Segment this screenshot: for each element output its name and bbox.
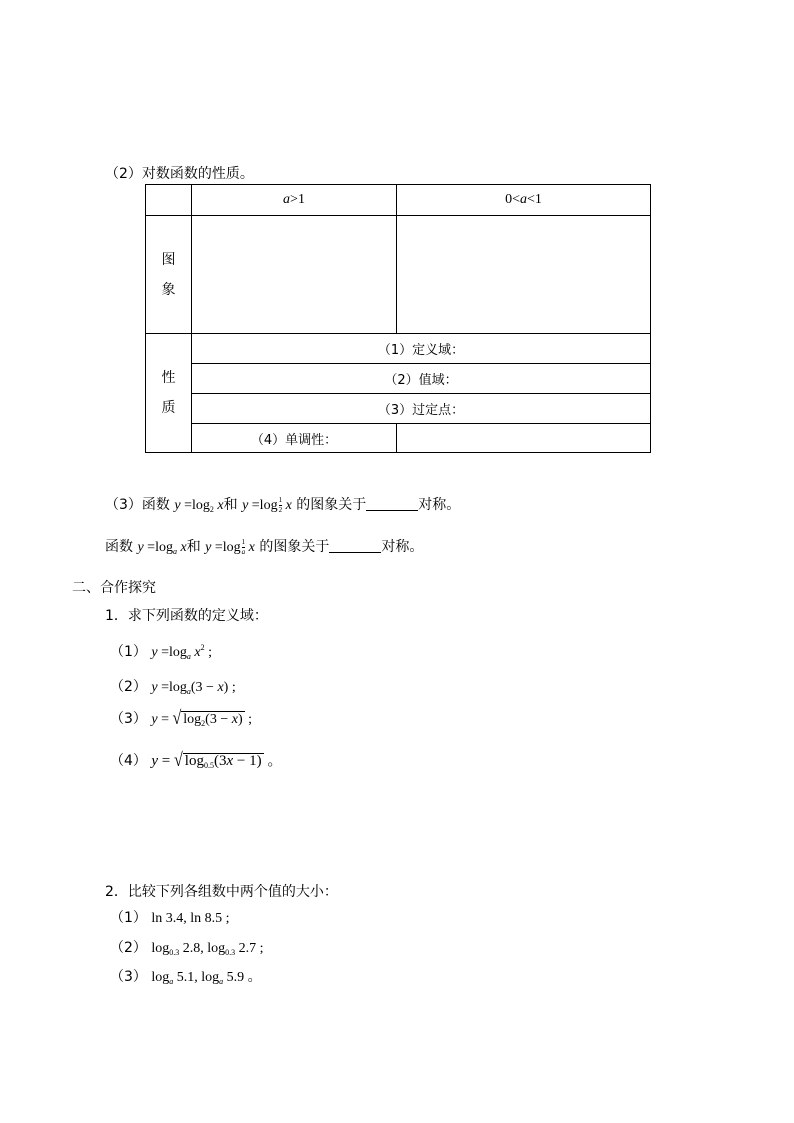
graph-cell-a-gt-1	[192, 216, 397, 334]
q1-formula-4: y = √ $\log_{0.5}(3x - 1)$ 。	[151, 753, 282, 769]
section-3-line-2	[105, 538, 423, 561]
s3-prefix: （3）函数	[105, 497, 170, 513]
q2-formula-3: $\log_a 5.1$, $\log_a 5.9$ 。	[151, 970, 262, 986]
q2-item-2	[110, 939, 264, 962]
q1-item-4	[110, 752, 282, 773]
q1-item-3-num: （3）	[110, 711, 147, 727]
header-a-lt-1: 0<a<1	[397, 185, 651, 216]
section-2-title: （2）对数函数的性质。	[105, 166, 254, 182]
q1-item-1-num: （1）	[110, 644, 147, 660]
answer-blank-1[interactable]	[366, 496, 418, 511]
header-a-gt-1: a>1	[192, 185, 397, 216]
q2-title: 2．比较下列各组数中两个值的大小：	[105, 884, 338, 900]
prop-label-cell	[146, 334, 192, 453]
q2-formula-1: ln 3.4, ln 8.5 ;	[151, 911, 230, 926]
table-corner-cell	[146, 185, 192, 216]
prop-monotonic: （4）单调性：	[192, 424, 397, 453]
formula-y-log-1-over-a-x: y =log $\frac{1}{a}$ x	[205, 538, 255, 556]
s3-end: 对称。	[418, 497, 461, 513]
q2-item-3	[110, 968, 262, 991]
prop-fixed-point: （3）过定点：	[192, 394, 651, 424]
q1-item-4-num: （4）	[110, 753, 147, 769]
graph-label-char-2: 象	[161, 281, 176, 298]
q2-item-2-num: （2）	[110, 940, 147, 956]
q1-title: 1．求下列函数的定义域：	[105, 608, 268, 624]
formula-y-loga-x: $y =\log_a$ x	[137, 540, 187, 556]
part-two-title: 二、合作探究	[72, 580, 156, 596]
section-3-line-1	[105, 496, 460, 519]
formula-y-log2-x: $y =\log_2$ x	[174, 498, 224, 514]
prop-label-char-1: 性	[161, 370, 176, 386]
q1-item-2	[110, 678, 236, 701]
prop-range: （2）值域：	[192, 364, 651, 394]
prop-domain: （1）定义域：	[192, 334, 651, 364]
prop-label-char-2: 质	[161, 400, 176, 416]
q1-formula-3: y = √ $\log_2(3 - x)$ ;	[151, 712, 252, 727]
answer-blank-2[interactable]	[329, 538, 381, 553]
q2-item-1-num: （1）	[110, 910, 147, 926]
q1-item-3	[110, 710, 252, 731]
graph-cell-a-lt-1	[397, 216, 651, 334]
q2-item-3-num: （3）	[110, 969, 147, 985]
s3b-and: 和	[186, 539, 201, 555]
q1-formula-2: $y =\log_a(3 - x)$ ;	[151, 680, 236, 696]
prop-monotonic-blank	[397, 424, 651, 453]
log-properties-table	[145, 184, 651, 453]
q1-item-2-num: （2）	[110, 679, 147, 695]
formula-y-log-half-x: y =log $\frac{1}{2}$ x	[242, 496, 292, 514]
q2-formula-2: $\log_{0.3} 2.8$, $\log_{0.3} 2.7$ ;	[151, 941, 264, 957]
q1-formula-1: $y =\log_a$ $x^2$ ;	[151, 643, 212, 661]
s3-suffix: 的图象关于	[296, 497, 367, 513]
graph-label-char-1: 图	[161, 251, 176, 268]
s3b-prefix: 函数	[105, 539, 133, 555]
s3-and: 和	[223, 497, 238, 513]
s3b-suffix: 的图象关于	[259, 539, 330, 555]
s3b-end: 对称。	[381, 539, 424, 555]
q2-item-1	[110, 909, 230, 928]
q1-item-1	[110, 639, 212, 666]
graph-label-cell	[146, 216, 192, 334]
